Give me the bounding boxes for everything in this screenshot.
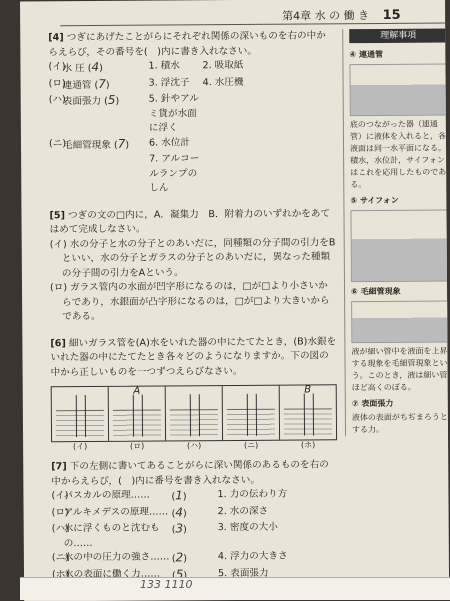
sidebar-title-1: ④ 連通管	[349, 49, 447, 62]
q4-key: (イ)	[48, 60, 62, 77]
diagram-cell	[223, 386, 280, 440]
q4-choice: 3. 浮沈子	[149, 76, 203, 93]
connected-vessel-illustration	[349, 64, 447, 117]
capillary-illustration	[351, 300, 449, 343]
q7-handwritten-answer: 5	[176, 567, 184, 581]
q7-left: 水の表面に働く力……	[64, 567, 172, 584]
sidebar-paragraph-3: 液が細い管中を液面を上昇する現象を毛細管現象という。このとき，液は細い管ほど高くのぼる。	[351, 345, 449, 394]
q7-right: 5. 表面張力	[218, 566, 338, 583]
question-7	[51, 458, 338, 584]
q4-option-row	[49, 151, 335, 196]
q7-option-row	[52, 504, 338, 522]
q4-label: 水 圧 (4)	[62, 60, 148, 77]
q7-answer-slot: (3)	[172, 521, 218, 550]
q7-left: 水に浮くものと沈むもの……	[64, 521, 172, 551]
diagram-label: (ニ)	[223, 438, 279, 453]
q4-handwritten-answer: 7	[118, 136, 126, 150]
glass-tube	[247, 394, 257, 436]
q4-choice: 7. アルコールランプのしん	[149, 152, 203, 196]
diagram-label: (ハ)	[166, 439, 222, 454]
q4-label: 毛細管現象 (7)	[63, 136, 149, 153]
q7-answer-slot: (5)	[172, 567, 218, 584]
q7-key: (ロ)	[52, 506, 64, 523]
q4-key: (ハ)	[49, 93, 63, 137]
q7-key: (イ)	[51, 489, 63, 506]
q4-option-row	[49, 75, 335, 93]
bottom-handwritten-strip	[20, 577, 450, 600]
page-number: 15	[383, 8, 401, 23]
siphon-illustration	[350, 209, 449, 282]
q5-number: [5]	[49, 210, 65, 221]
q7-answer-slot: (4)	[172, 505, 218, 522]
q4-handwritten-answer: 5	[108, 93, 116, 107]
q7-option-row	[51, 487, 337, 505]
q7-right: 1. 力の伝わり方	[217, 487, 337, 504]
handwritten-numbers: 133 1110	[140, 578, 193, 591]
q4-choice: 2. 吸取紙	[202, 58, 334, 75]
diagram-cell	[280, 385, 336, 439]
q6-text: 細いガラス管を(A)水をいれた器の中にたてたとき，(B)水銀をいれた器の中にたてたとき各々どのようになりますか。下の図の中から正しいものを一つずつえらびなさい。	[50, 336, 336, 378]
q4-handwritten-answer: 4	[91, 60, 99, 74]
q4-label	[63, 153, 149, 197]
question-4	[48, 29, 335, 196]
q4-number: [4]	[48, 32, 64, 43]
q4-option-row	[48, 58, 334, 76]
chapter-title: 第4章 水 の 働 き	[282, 9, 369, 23]
q7-right: 4. 浮力の大きさ	[218, 549, 338, 566]
q4-handwritten-answer: 7	[98, 76, 106, 90]
glass-tube	[190, 394, 200, 436]
q4-key: (ニ)	[49, 137, 63, 154]
q7-left: パスカルの原理……	[63, 488, 171, 505]
q7-key: (ニ)	[52, 551, 64, 568]
q7-left: 水の中の圧力の強さ……	[64, 550, 172, 567]
q7-option-row	[52, 520, 338, 551]
q7-left: アルキメデスの原理……	[64, 505, 172, 522]
sidebar-paragraph-4: 液体の表面がちぢまろうとする力。	[352, 411, 449, 436]
diagram-label: (イ)	[52, 439, 108, 454]
q7-right: 2. 水の深さ	[218, 504, 338, 521]
sidebar-notes	[342, 29, 449, 437]
page-header	[282, 7, 401, 24]
q4-key	[49, 153, 63, 197]
q4-choice: 6. 水位計	[149, 136, 203, 153]
q4-choice	[203, 151, 335, 195]
q5-sub-2: (ロ) ガラス管内の水面が凹字形になるのは，□が□より小さいからであり，水銀面が凸字形になるのは，□が□より大きいからである。	[50, 279, 336, 324]
q4-text: つぎにあげたことがらにそれぞれ関係の深いものを右の中からえらび，その番号を( )内に書き入れなさい。	[48, 30, 326, 57]
q7-number: [7]	[51, 461, 67, 472]
capillary-diagrams	[51, 384, 337, 442]
glass-tube	[133, 395, 143, 437]
q5-text: つぎの文の□内に，A．凝集力 B．附着力のいずれかをあてはめて完成しなさい。	[50, 208, 331, 235]
q4-choice	[203, 135, 335, 152]
q7-handwritten-answer: 2	[176, 550, 184, 564]
sidebar-title-3: ⑥ 毛細管現象	[351, 285, 449, 298]
q7-key: (ホ)	[52, 568, 64, 585]
q6-number: [6]	[50, 338, 66, 349]
q7-handwritten-answer: 1	[175, 488, 183, 502]
glass-tube	[76, 395, 86, 437]
q7-answer-slot: (2)	[172, 550, 218, 567]
diagram-label: (ロ)	[109, 439, 165, 454]
header-rule	[60, 23, 445, 27]
q4-choice: 4. 水圧機	[203, 75, 335, 92]
handwritten-mark: B	[280, 383, 336, 398]
diagram-cell	[52, 387, 109, 441]
sidebar-heading: 理解事項	[349, 29, 447, 44]
sidebar-title-2: ⑤ サイフォン	[350, 194, 448, 207]
question-6	[50, 335, 337, 442]
q7-handwritten-answer: 4	[175, 505, 183, 519]
q4-option-row	[49, 91, 335, 136]
q7-handwritten-answer: 3	[175, 521, 183, 535]
glass-tube	[304, 393, 314, 435]
q4-label: 表面張力 (5)	[63, 93, 149, 137]
q5-sub-1: (イ) 水の分子と水の分子とのあいだに，同種類の分子間の引力をBといい，水の分子とガラスの分子とのあいだに，異なった種類の分子間の引力をAという。	[50, 236, 336, 281]
q4-label: 連通管 (7)	[63, 76, 149, 93]
q7-key: (ハ)	[52, 522, 64, 551]
handwritten-mark: A	[109, 384, 165, 399]
q4-option-row	[49, 135, 335, 153]
q7-right: 3. 密度の大小	[218, 520, 338, 550]
sidebar-title-4: ⑦ 表面張力	[352, 397, 449, 410]
q7-options	[51, 487, 338, 584]
q4-choice	[203, 91, 335, 135]
diagram-cell	[166, 386, 223, 440]
q4-choice: 1. 積水	[148, 59, 202, 76]
q7-option-row	[52, 549, 338, 567]
sidebar-paragraph-1: 底のつながった器（連通管）に液体を入れると，各液面は同一水平面になる。積水，水位計，サイフォンはこれを応用したものである。	[350, 118, 449, 191]
diagram-cell	[109, 386, 166, 440]
q4-options	[48, 58, 335, 196]
q4-choice: 5. 針やアルミ貨が水面に浮く	[149, 92, 203, 136]
q7-answer-slot: (1)	[171, 488, 217, 505]
main-column	[48, 29, 338, 596]
question-5	[49, 207, 336, 325]
textbook-page	[20, 0, 449, 601]
q4-key: (ロ)	[49, 77, 63, 94]
q7-text: 下の左側に書いてあることがらに深い関係のあるものを右の中からえらび，( )内に番号を書き入れなさい。	[51, 459, 329, 486]
diagram-label: (ホ)	[280, 438, 336, 453]
